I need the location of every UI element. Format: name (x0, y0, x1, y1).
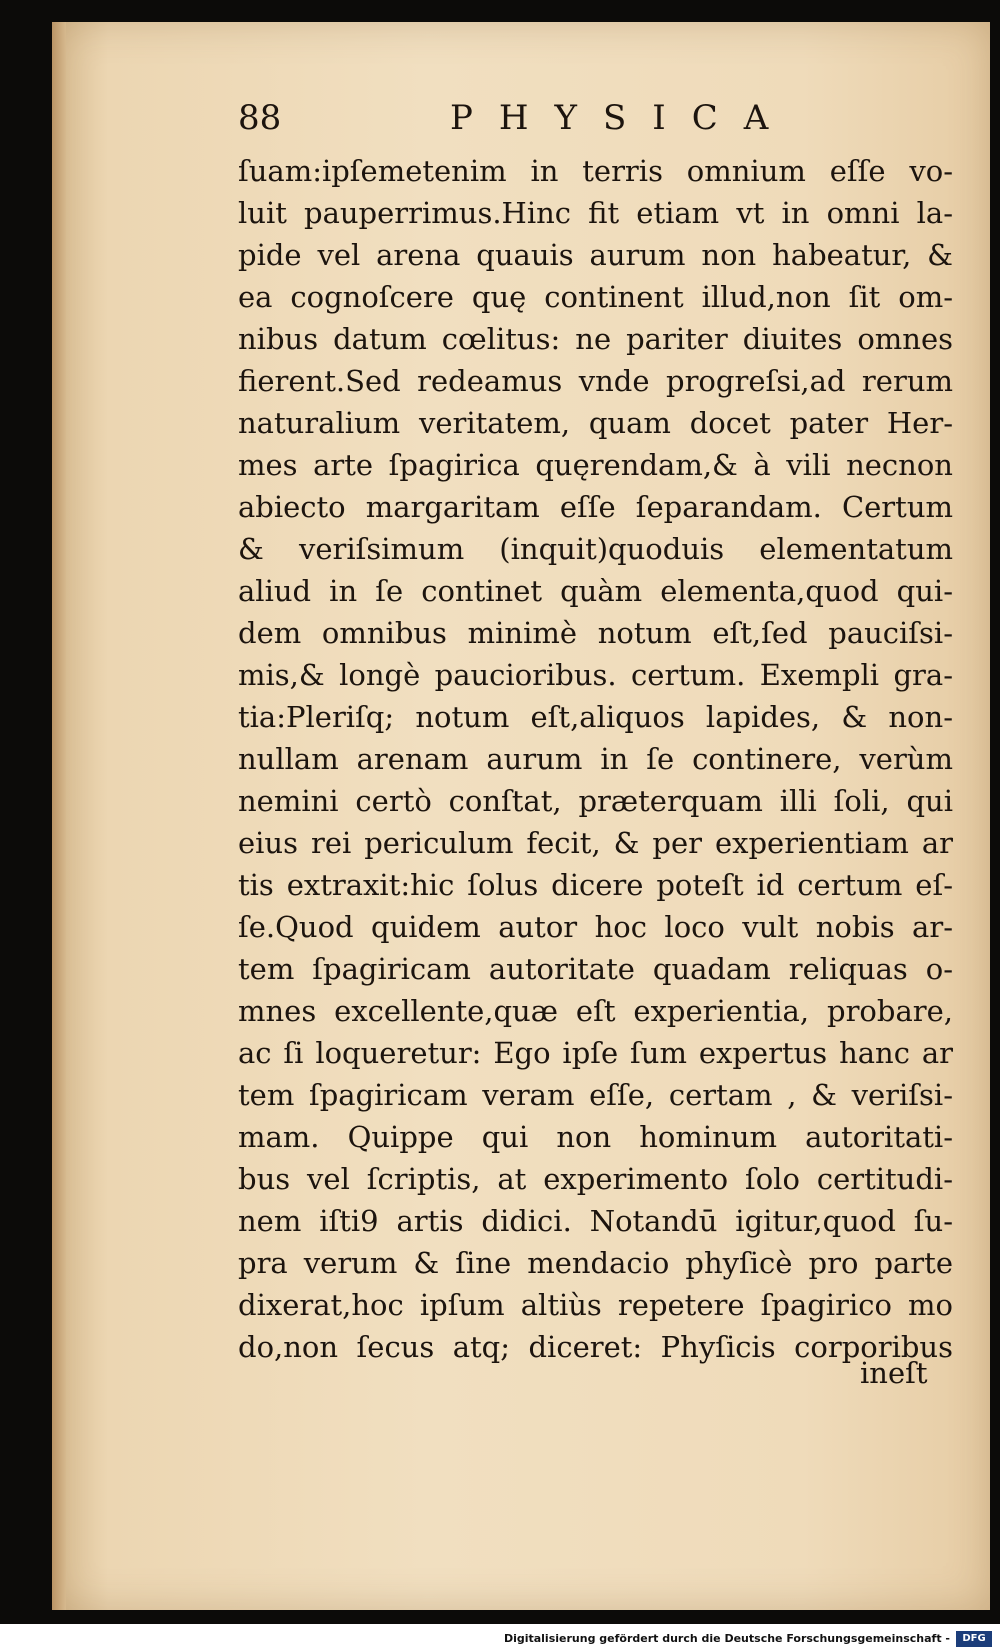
text-line: mam. Quippe qui non hominum autoritati- (238, 1120, 953, 1154)
catchword: ineſt (860, 1356, 928, 1390)
text-line: ea cognoſcere quę continent illud,non ſit om- (238, 280, 953, 314)
text-line: dem omnibus minimè notum eſt,ſed pauciſsi- (238, 616, 953, 650)
text-line: dixerat,hoc ipſum altiùs repetere ſpagirico mo (238, 1288, 953, 1322)
text-line: mnes excellente,quæ eſt experientia, probare, (238, 994, 953, 1028)
text-line: pide vel arena quauis aurum non habeatur, & (238, 238, 953, 272)
text-line: tis extraxit:hic ſolus dicere poteſt id certum eſ- (238, 868, 953, 902)
page-gutter (52, 22, 66, 1610)
dfg-logo: DFG (956, 1631, 992, 1647)
text-line: do,non ſecus atq; diceret: Phyſicis corporibus (238, 1330, 953, 1364)
text-line: ac ſi loqueretur: Ego ipſe ſum expertus hanc ar (238, 1036, 953, 1070)
text-line: eius rei periculum fecit, & per experientiam ar (238, 826, 953, 860)
text-line: tem ſpagiricam veram eſſe, certam , & veriſsi- (238, 1078, 953, 1112)
text-line: nullam arenam aurum in ſe continere, verùm (238, 742, 953, 776)
text-line: nem iſti9 artis didici. Notandū igitur,quod ſu- (238, 1204, 953, 1238)
page-number: 88 (238, 98, 282, 138)
text-line: & veriſsimum (inquit)quoduis elementatum (238, 532, 953, 566)
text-line: nemini certò conſtat, præterquam illi ſoli, qui (238, 784, 953, 818)
text-line: pra verum & ſine mendacio phyſicè pro parte (238, 1246, 953, 1280)
text-line: tem ſpagiricam autoritate quadam reliquas o- (238, 952, 953, 986)
text-line: abiecto margaritam eſſe ſeparandam. Certum (238, 490, 953, 524)
footer-bar (0, 1624, 1000, 1652)
page-header (238, 98, 978, 148)
text-line: ſuam:ipſemetenim in terris omnium eſſe vo- (238, 154, 953, 188)
text-line: bus vel ſcriptis, at experimento ſolo certitudi- (238, 1162, 953, 1196)
body-text (238, 150, 953, 1368)
funding-credit: Digitalisierung gefördert durch die Deutsche Forschungsgemeinschaft - (503, 1632, 950, 1645)
text-line: ſe.Quod quidem autor hoc loco vult nobis ar- (238, 910, 953, 944)
text-line: fierent.Sed redeamus vnde progreſsi,ad rerum (238, 364, 953, 398)
text-line: naturalium veritatem, quam docet pater Her- (238, 406, 953, 440)
text-line: luit pauperrimus.Hinc fit etiam vt in omni la- (238, 196, 953, 230)
text-line: mes arte ſpagirica quęrendam,& à vili necnon (238, 448, 953, 482)
text-line: mis,& longè paucioribus. certum. Exempli gra- (238, 658, 953, 692)
text-line: aliud in ſe continet quàm elementa,quod qui- (238, 574, 953, 608)
text-line: nibus datum cœlitus: ne pariter diuites omnes (238, 322, 953, 356)
running-title: PHYSICA (450, 98, 795, 138)
text-line: tia:Pleriſq; notum eſt,aliquos lapides, & non- (238, 700, 953, 734)
